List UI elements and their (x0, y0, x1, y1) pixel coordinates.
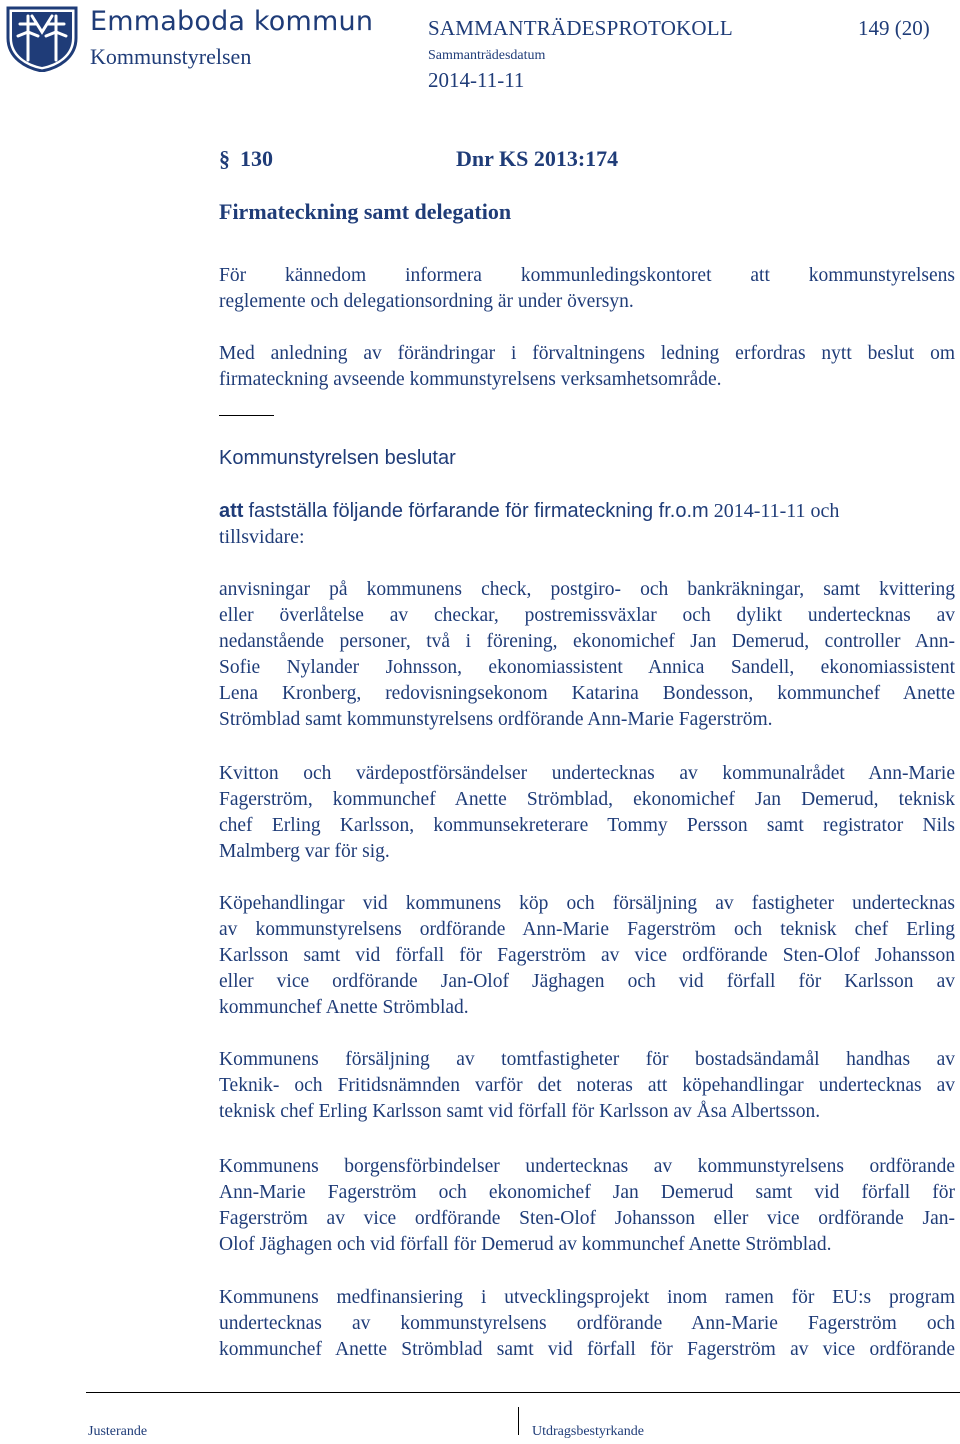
meeting-date-label: Sammanträdesdatum (428, 48, 546, 63)
paragraph-line: Karlsson samt vid förfall för Fagerström av vice ordförande Sten-Olof Johansson (219, 945, 955, 966)
paragraph-line: Teknik- och Fritidsnämnden varför det noteras att köpehandlingar undertecknas av (219, 1075, 955, 1096)
intro-line: För kännedom informera kommunledingskontoret att kommunstyrelsens (219, 265, 955, 286)
page-number: 149 (20) (858, 16, 930, 40)
decision-clause (219, 498, 955, 550)
paragraph-line: eller överlåtelse av checkar, postremissväxlar och dylikt undertecknas av (219, 605, 955, 626)
paragraph-line: Kommunens borgensförbindelser undertecknas av kommunstyrelsens ordförande (219, 1156, 955, 1177)
att-text-tail: 2014-11-11 och (708, 500, 840, 522)
organization-unit: Kommunstyrelsen (90, 44, 252, 69)
organization-name: Emmaboda kommun (90, 6, 374, 37)
paragraph-line: Fagerström av vice ordförande Sten-Olof Johansson eller vice ordförande Jan- (219, 1208, 955, 1229)
signature-label-utdrag: Utdragsbestyrkande (532, 1424, 644, 1439)
meeting-date: 2014-11-11 (428, 68, 525, 92)
paragraph-line: undertecknas av kommunstyrelsens ordförande Ann-Marie Fagerström och (219, 1313, 955, 1334)
body-paragraph (219, 577, 955, 733)
paragraph-line: Olof Jäghagen och vid förfall för Demerud av kommunchef Anette Strömblad. (219, 1234, 832, 1255)
signature-label-justerande: Justerande (88, 1424, 148, 1439)
signature-divider (518, 1407, 519, 1435)
section-heading (219, 146, 619, 172)
body-paragraph (219, 1285, 955, 1363)
paragraph-line: kommunchef Anette Strömblad samt vid förfall för Fagerström av vice ordförande (219, 1339, 955, 1360)
section-symbol: § (219, 146, 230, 171)
paragraph-line: Ann-Marie Fagerström och ekonomichef Jan Demerud samt vid förfall för (219, 1182, 955, 1203)
diary-number: Dnr KS 2013:174 (456, 146, 619, 171)
paragraph-line: Lena Kronberg, redovisningsekonom Katarina Bondesson, kommunchef Anette (219, 683, 955, 704)
att-word: att (219, 500, 244, 522)
paragraph-line: Sofie Nylander Johnsson, ekonomiassistent Annica Sandell, ekonomiassistent (219, 657, 955, 678)
paragraph-line: kommunchef Anette Strömblad. (219, 997, 469, 1018)
body-paragraph (219, 761, 955, 865)
paragraph-line: av kommunstyrelsens ordförande Ann-Marie Fagerström och teknisk chef Erling (219, 919, 955, 940)
section-number: 130 (240, 146, 273, 171)
paragraph-line: anvisningar på kommunens check, postgiro- och bankräkningar, samt kvittering (219, 579, 955, 600)
footer-rule (86, 1392, 960, 1393)
decision-heading: Kommunstyrelsen beslutar (219, 447, 456, 469)
paragraph-line: Fagerström, kommunchef Anette Strömblad, ekonomichef Jan Demerud, teknisk (219, 789, 955, 810)
paragraph-line: eller vice ordförande Jan-Olof Jäghagen och vid förfall för Karlsson av (219, 971, 955, 992)
att-text-continuation: tillsvidare: (219, 526, 305, 548)
paragraph-line: Strömblad samt kommunstyrelsens ordförande Ann-Marie Fagerström. (219, 709, 773, 730)
intro-paragraph (219, 263, 955, 315)
document-type: SAMMANTRÄDESPROTOKOLL (428, 16, 733, 40)
section-title: Firmateckning samt delegation (219, 199, 512, 224)
body-paragraph (219, 891, 955, 1021)
separator-line (219, 415, 274, 416)
paragraph-line: Kommunens försäljning av tomtfastigheter för bostadsändamål handhas av (219, 1049, 955, 1070)
body-paragraph (219, 1154, 955, 1258)
body-paragraph (219, 1047, 955, 1125)
background-line: firmateckning avseende kommunstyrelsens verksamhetsområde. (219, 369, 722, 390)
background-paragraph (219, 341, 955, 393)
intro-line: reglemente och delegationsordning är under översyn. (219, 291, 634, 312)
coat-of-arms-icon (2, 2, 82, 72)
paragraph-line: Köpehandlingar vid kommunens köp och försäljning av fastigheter undertecknas (219, 893, 955, 914)
paragraph-line: teknisk chef Erling Karlsson samt vid förfall för Karlsson av Åsa Albertsson. (219, 1101, 821, 1122)
paragraph-line: Malmberg var för sig. (219, 841, 390, 862)
paragraph-line: Kvitton och värdepostförsändelser undertecknas av kommunalrådet Ann-Marie (219, 763, 955, 784)
att-text: fastställa följande förfarande för firmateckning fr.o.m (248, 500, 709, 522)
paragraph-line: Kommunens medfinansiering i utvecklingsprojekt inom ramen för EU:s program (219, 1287, 955, 1308)
paragraph-line: nedanstående personer, två i förening, ekonomichef Jan Demerud, controller Ann- (219, 631, 955, 652)
paragraph-line: chef Erling Karlsson, kommunsekreterare Tommy Persson samt registrator Nils (219, 815, 955, 836)
background-line: Med anledning av förändringar i förvaltningens ledning erfordras nytt beslut om (219, 343, 955, 364)
